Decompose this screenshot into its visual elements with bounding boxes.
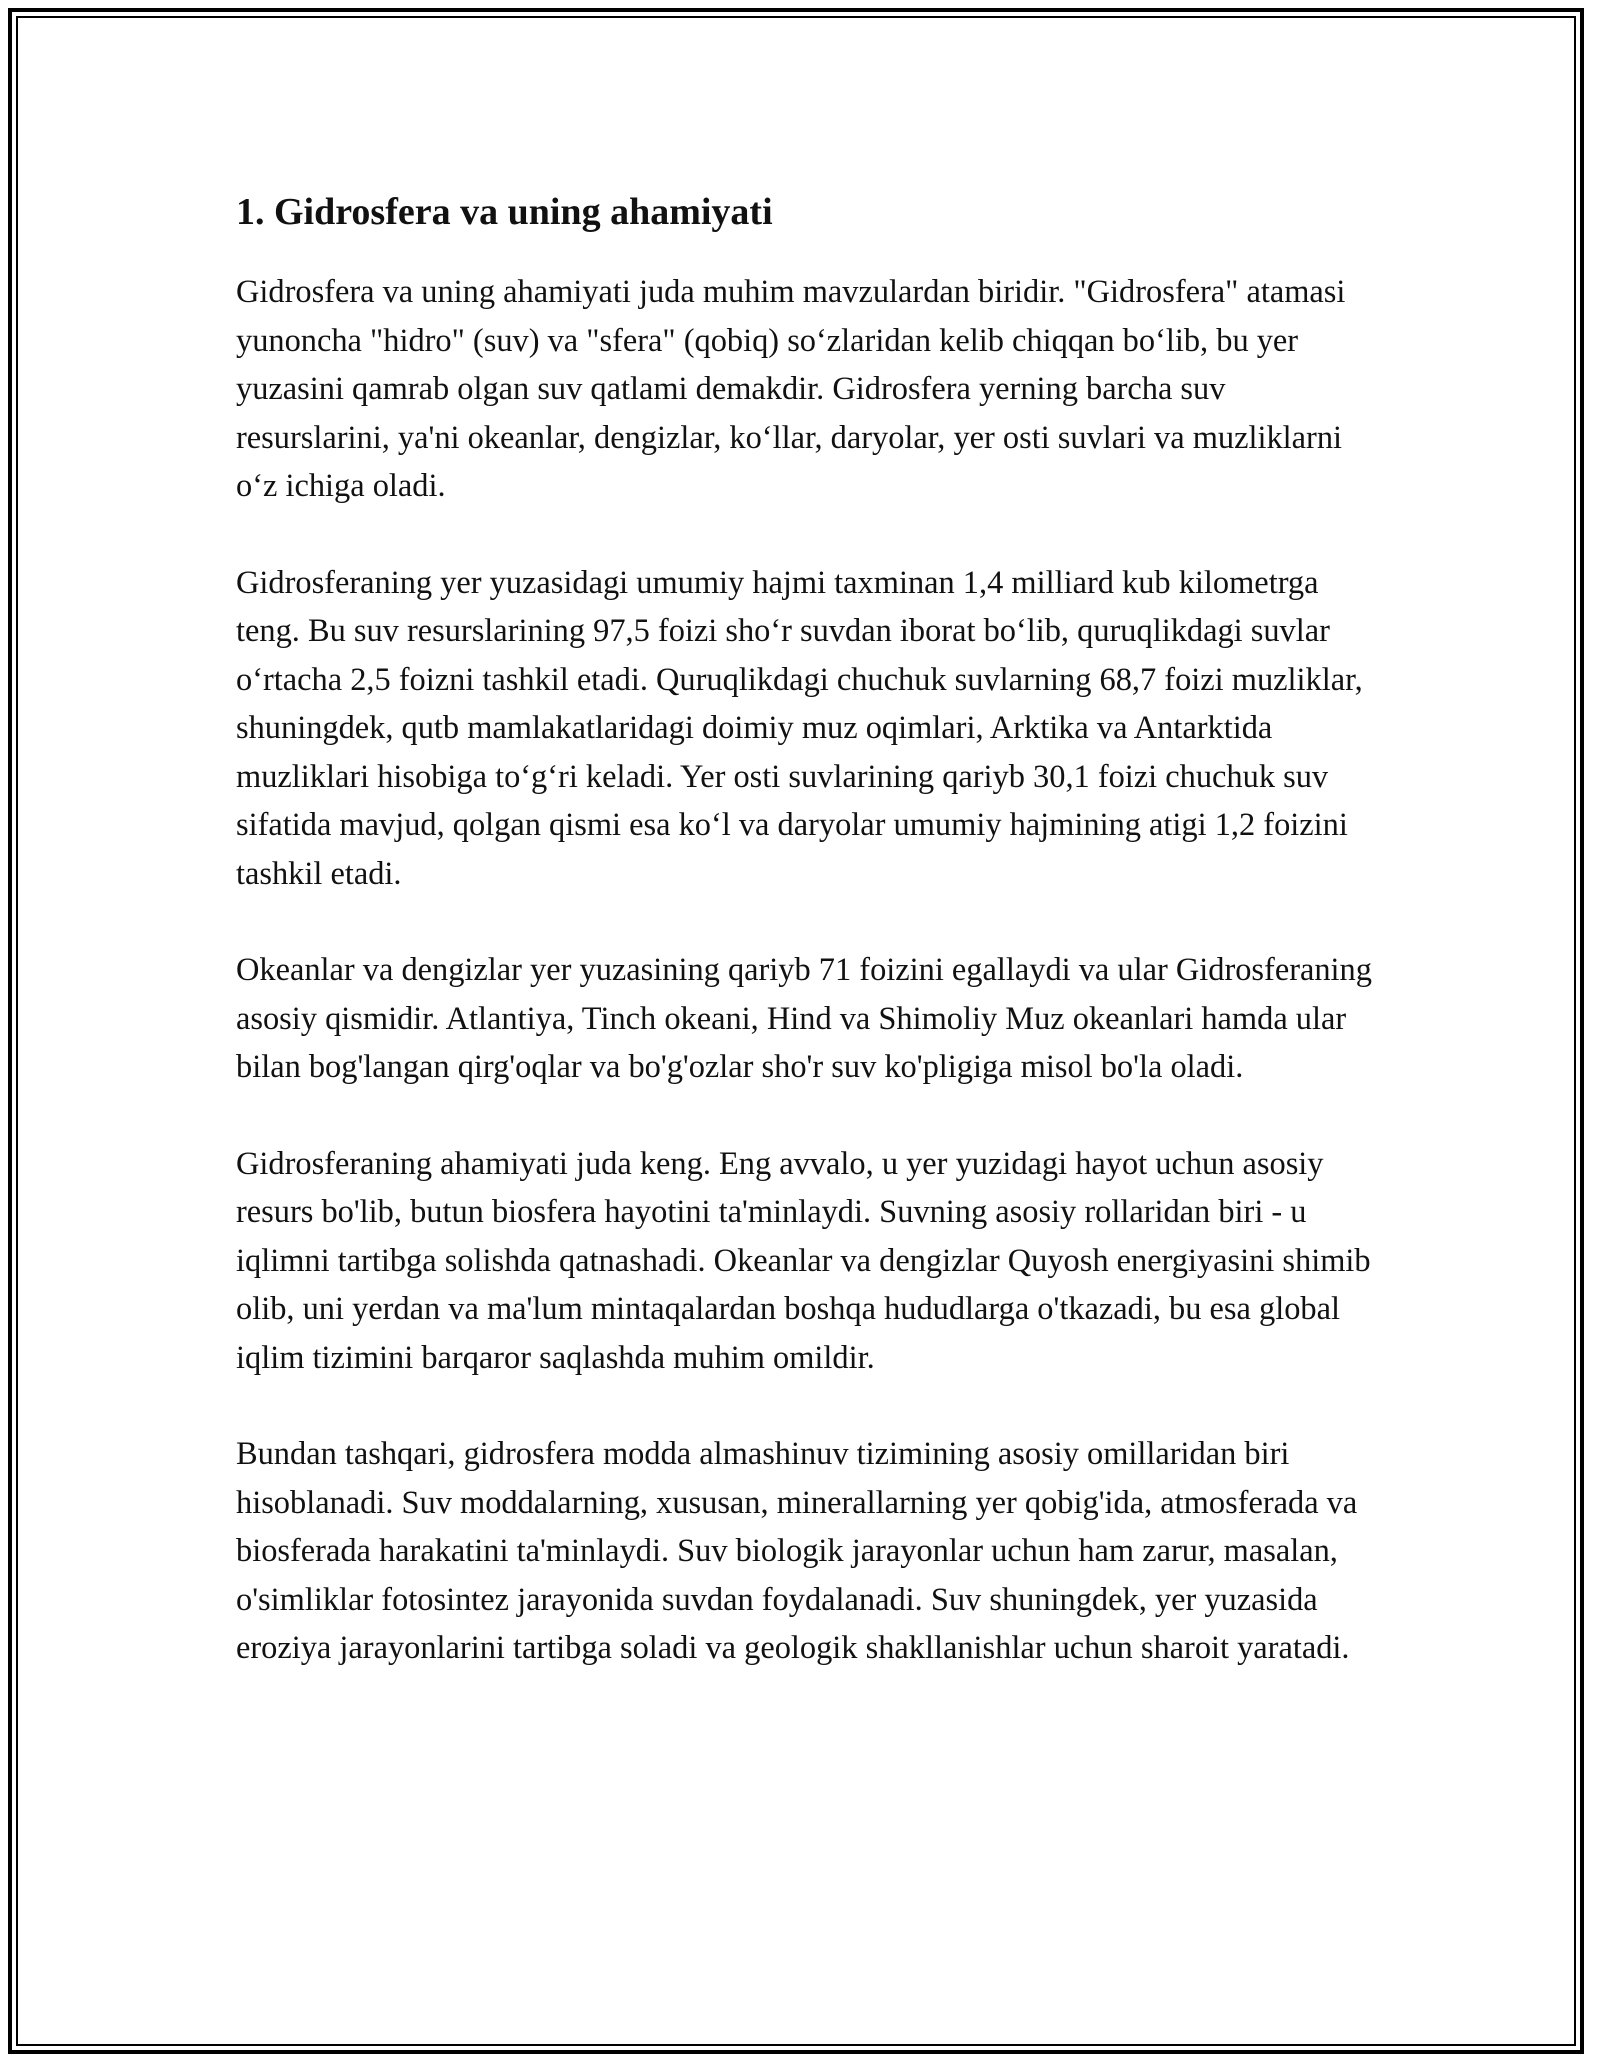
paragraph-oceans: Okeanlar va dengizlar yer yuzasining qariyb 71 foizini egallaydi va ular Gidrosferaning asosiy qismidir. Atlantiya, Tinch okeani, Hind va Shimoliy Muz okeanlari hamda ular bilan bog'langan qirg'oqlar va bo'g'ozlar sho'r suv ko'pligiga misol bo'la oladi. — [236, 952, 1372, 1085]
paragraph-definition: Gidrosfera va uning ahamiyati juda muhim mavzulardan biridir. "Gidrosfera" atamasi yunoncha "hidro" (suv) va "sfera" (qobiq) so‘zlaridan kelib chiqqan bo‘lib, bu yer yuzasini qamrab olgan suv qatlami demakdir. Gidrosfera yerning barcha suv resurslarini, ya'ni okeanlar, dengizlar, ko‘llar, daryolar, yer osti suvlari va muzliklarni o‘z ichiga oladi. — [236, 274, 1346, 504]
paragraph-volume: Gidrosferaning yer yuzasidagi umumiy hajmi taxminan 1,4 milliard kub kilometrga teng. Bu suv resurslarining 97,5 foizi sho‘r suvdan iborat bo‘lib, quruqlikdagi suvlar o‘rtacha 2,5 foizni tashkil etadi. Quruqlikdagi chuchuk suvlarning 68,7 foizi muzliklar, shuningdek, qutb mamlakatlaridagi doimiy muz oqimlari, Arktika va Antarktida muzliklari hisobiga to‘g‘ri keladi. Yer osti suvlarining qariyb 30,1 foizi chuchuk suv sifatida mavjud, qolgan qismi esa ko‘l va daryolar umumiy hajmining atigi 1,2 foizini tashkil etadi. — [236, 564, 1363, 892]
document-body — [236, 186, 1376, 1721]
paragraph-metabolism: Bundan tashqari, gidrosfera modda almashinuv tizimining asosiy omillaridan biri hisoblanadi. Suv moddalarning, xususan, minerallarning yer qobig'ida, atmosferada va biosferada harakatini ta'minlaydi. Suv biologik jarayonlar uchun ham zarur, masalan, o'simliklar fotosintez jarayonida suvdan foydalanadi. Suv shuningdek, yer yuzasida eroziya jarayonlarini tartibga soladi va geologik shakllanishlar uchun sharoit yaratadi. — [236, 1436, 1358, 1666]
paragraph-importance: Gidrosferaning ahamiyati juda keng. Eng avvalo, u yer yuzidagi hayot uchun asosiy resurs bo'lib, butun biosfera hayotini ta'minlaydi. Suvning asosiy rollaridan biri - u iqlimni tartibga solishda qatnashadi. Okeanlar va dengizlar Quyosh energiyasini shimib olib, uni yerdan va ma'lum mintaqalardan boshqa hududlarga o'tkazadi, bu esa global iqlim tizimini barqaror saqlashda muhim omildir. — [236, 1145, 1371, 1376]
section-heading: 1. Gidrosfera va uning ahamiyati — [236, 191, 773, 233]
